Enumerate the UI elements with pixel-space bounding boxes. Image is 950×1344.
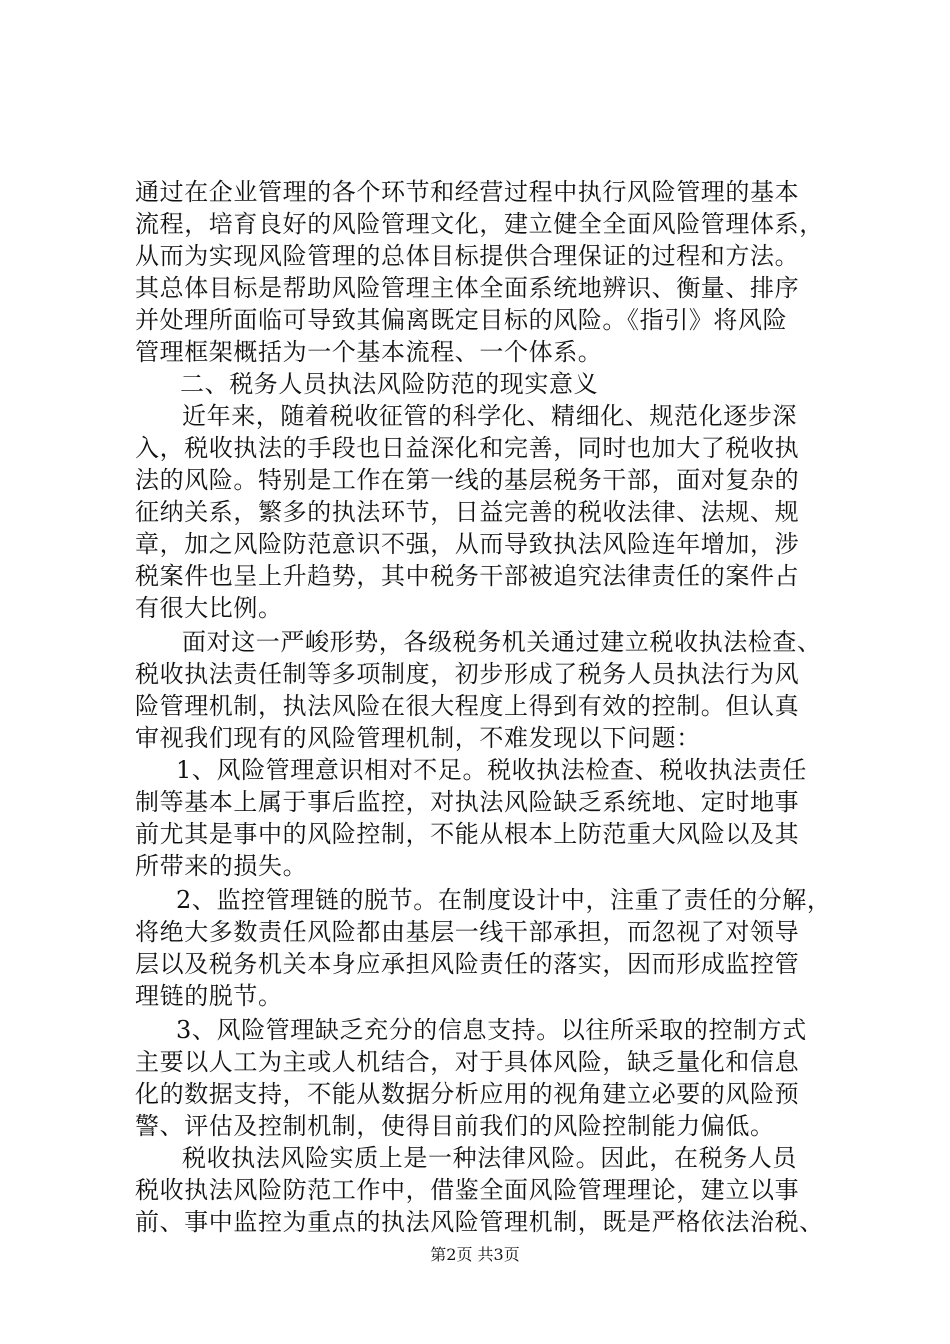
section-heading: 二、税务人员执法风险防范的现实意义 [180, 370, 599, 398]
body-text-line: 税收执法责任制等多项制度，初步形成了税务人员执法行为风 [135, 660, 800, 688]
body-text-line: 化的数据支持，不能从数据分析应用的视角建立必要的风险预 [135, 1080, 800, 1108]
body-text-line: 入，税收执法的手段也日益深化和完善，同时也加大了税收执 [135, 434, 800, 462]
body-text-line: 税案件也呈上升趋势，其中税务干部被追究法律责任的案件占 [135, 562, 800, 590]
body-text-line: 流程，培育良好的风险管理文化，建立健全全面风险管理体系， [135, 210, 824, 238]
body-text-line: 警、评估及控制机制，使得目前我们的风险控制能力偏低。 [135, 1112, 775, 1140]
body-text-line: 面对这一严峻形势，各级税务机关通过建立税收执法检查、 [182, 628, 822, 656]
body-text-line: 前尤其是事中的风险控制，不能从根本上防范重大风险以及其 [135, 820, 800, 848]
body-text-line: 法的风险。特别是工作在第一线的基层税务干部，面对复杂的 [135, 466, 800, 494]
body-text-line: 从而为实现风险管理的总体目标提供合理保证的过程和方法。 [135, 242, 800, 270]
body-text-line: 其总体目标是帮助风险管理主体全面系统地辨识、衡量、排序 [135, 274, 800, 302]
page-footer: 第2页 共3页 [430, 1245, 520, 1264]
body-text-line: 将绝大多数责任风险都由基层一线干部承担，而忽视了对领导 [135, 918, 800, 946]
body-text-line: 税收执法风险实质上是一种法律风险。因此，在税务人员 [182, 1144, 797, 1172]
body-text-line: 近年来，随着税收征管的科学化、精细化、规范化逐步深 [182, 402, 797, 430]
body-text-line: 征纳关系，繁多的执法环节，日益完善的税收法律、法规、规 [135, 498, 800, 526]
body-text-line: 主要以人工为主或人机结合，对于具体风险，缺乏量化和信息 [135, 1048, 800, 1076]
body-text-line: 有很大比例。 [135, 594, 283, 622]
body-text-line: 通过在企业管理的各个环节和经营过程中执行风险管理的基本 [135, 178, 800, 206]
body-text-line: 管理框架概括为一个基本流程、一个体系。 [135, 338, 603, 366]
body-text-line: 险管理机制，执法风险在很大程度上得到有效的控制。但认真 [135, 692, 800, 720]
body-text-line: 税收执法风险防范工作中，借鉴全面风险管理理论，建立以事 [135, 1176, 800, 1204]
body-text-line: 前、事中监控为重点的执法风险管理机制，既是严格依法治税、 [135, 1208, 824, 1236]
body-text-line: 所带来的损失。 [135, 852, 308, 880]
list-item-text: 1、风险管理意识相对不足。税收执法检查、税收执法责任 [176, 756, 807, 784]
body-text-line: 并处理所面临可导致其偏离既定目标的风险。《指引》将风险 [135, 306, 788, 334]
body-text-line: 审视我们现有的风险管理机制，不难发现以下问题： [135, 724, 701, 752]
body-text-line: 章，加之风险防范意识不强，从而导致执法风险连年增加，涉 [135, 530, 800, 558]
body-text-line: 层以及税务机关本身应承担风险责任的落实，因而形成监控管 [135, 950, 800, 978]
body-text-line: 制等基本上属于事后监控，对执法风险缺乏系统地、定时地事 [135, 788, 800, 816]
body-text-line: 理链的脱节。 [135, 982, 283, 1010]
list-item-text: 3、风险管理缺乏充分的信息支持。以往所采取的控制方式 [176, 1016, 807, 1044]
list-item-text: 2、监控管理链的脱节。在制度设计中，注重了责任的分解， [176, 886, 832, 914]
